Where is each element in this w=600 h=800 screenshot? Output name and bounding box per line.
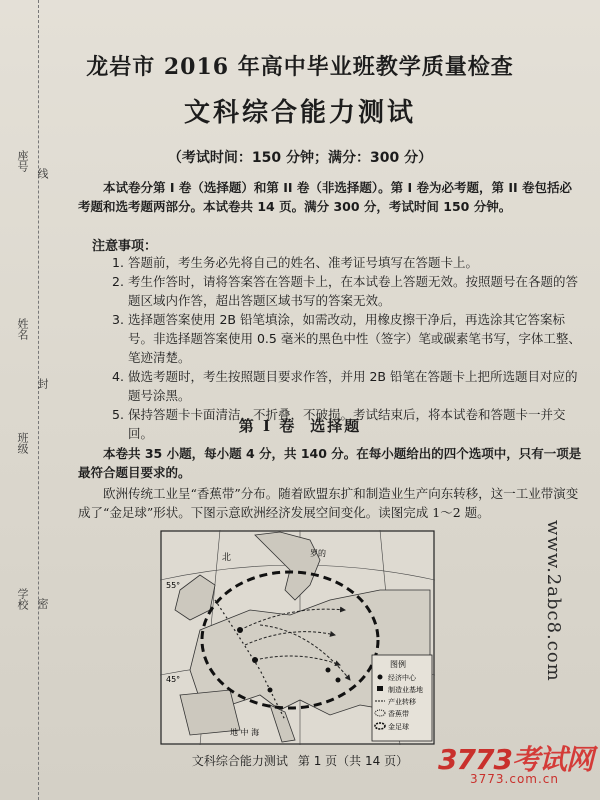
map-legend (372, 655, 432, 741)
note-item (112, 253, 582, 272)
map-label-mediterranean: 地 中 海 (230, 728, 260, 737)
intro-paragraph: 本试卷分第 I 卷（选择题）和第 II 卷（非选择题）。第 I 卷为必考题，第 II 卷包括必考题和选考题两部分。本试卷共 14 页。满分 300 分，考试时间 150 分钟。 (78, 180, 572, 214)
manufacturing-base-marker (268, 688, 273, 693)
note-number: 4. (112, 369, 124, 384)
exam-subject: 文科综合能力测试 (183, 98, 416, 128)
note-number: 1. (112, 255, 124, 270)
secret-label: 密 (36, 598, 49, 609)
economic-center-marker (237, 627, 243, 633)
exam-info: （考试时间：150 分钟；满分：300 分） (167, 150, 433, 166)
question-intro: 欧洲传统工业呈“香蕉带”分布。随着欧盟东扩和制造业生产向东转移，这一工业带演变成了“金足球”形状。下图示意欧洲经济发展空间变化。读图完成 1～2 题。 (78, 486, 579, 520)
note-text: 保持答题卡卡面清洁，不折叠，不破损。考试结束后，将本试卷和答题卡一并交回。 (128, 407, 566, 441)
legend-item: 制造业基地 (388, 686, 423, 694)
section-name: 选择题 (310, 417, 362, 435)
note-text: 考生作答时，请将答案答在答题卡上，在本试卷上答题无效。按照题号在各题的答题区域内作答，超出答题区域书写的答案无效。 (128, 274, 579, 308)
footer-page: 第 1 页（共 14 页） (297, 754, 409, 768)
legend-item: 经济中心 (388, 674, 416, 682)
europe-economy-map (160, 530, 435, 745)
section-title (0, 415, 600, 436)
legend-manufacturing-icon (377, 686, 383, 691)
logo-url-watermark: 3773.com.cn (470, 772, 559, 786)
footer-subject: 文科综合能力测试 (191, 754, 288, 768)
note-item (112, 272, 582, 310)
seal-label: 封 (36, 378, 49, 389)
map-label-baltic: 罗的 (310, 549, 326, 558)
note-text: 做选考题时，考生按照题目要求作答，并用 2B 铅笔在答题卡上把所选题目对应的题号涂黑。 (128, 369, 578, 403)
seat-label: 座号 (16, 150, 29, 172)
exam-title: 龙岩市 2016 年高中毕业班教学质量检查 (86, 54, 514, 80)
logo-text: 考试网 (511, 743, 593, 776)
map-label-north: 北 (222, 553, 232, 563)
notes-heading: 注意事项： (92, 239, 158, 254)
economic-center-marker (252, 657, 258, 663)
legend-economic-center-icon (378, 675, 383, 680)
note-text: 答题前，考生务必先将自己的姓名、准考证号填写在答题卡上。 (128, 255, 479, 270)
legend-title: 图例 (390, 660, 406, 669)
line-label: 线 (36, 168, 49, 179)
lat-45-label: 45° (166, 675, 181, 684)
section-instruction: 本卷共 35 小题，每小题 4 分，共 140 分。在每小题给出的四个选项中，只有一项是最符合题目要求的。 (78, 446, 582, 480)
section-part: 第 I 卷 (238, 417, 297, 435)
note-item (112, 310, 582, 367)
lat-55-label: 55° (166, 581, 181, 590)
legend-item: 香蕉带 (388, 710, 409, 718)
side-url-watermark: www.2abc8.com (543, 520, 564, 682)
note-number: 5. (112, 407, 124, 422)
legend-item: 金足球 (388, 723, 409, 731)
name-label: 姓名 (16, 318, 29, 340)
manufacturing-base-marker (326, 668, 331, 673)
note-item (112, 367, 582, 405)
note-number: 2. (112, 274, 124, 289)
note-text: 选择题答案使用 2B 铅笔填涂，如需改动，用橡皮擦干净后，再选涂其它答案标号。非选择题答案使用 0.5 毫米的黑色中性（签字）笔或碳素笔书写，字体工整、笔迹清楚。 (128, 312, 581, 365)
note-number: 3. (112, 312, 124, 327)
logo-number: 3773 (438, 743, 512, 776)
manufacturing-base-marker (336, 678, 341, 683)
school-label: 学校 (16, 588, 29, 610)
legend-item: 产业转移 (388, 698, 416, 706)
class-label: 班级 (16, 432, 29, 454)
